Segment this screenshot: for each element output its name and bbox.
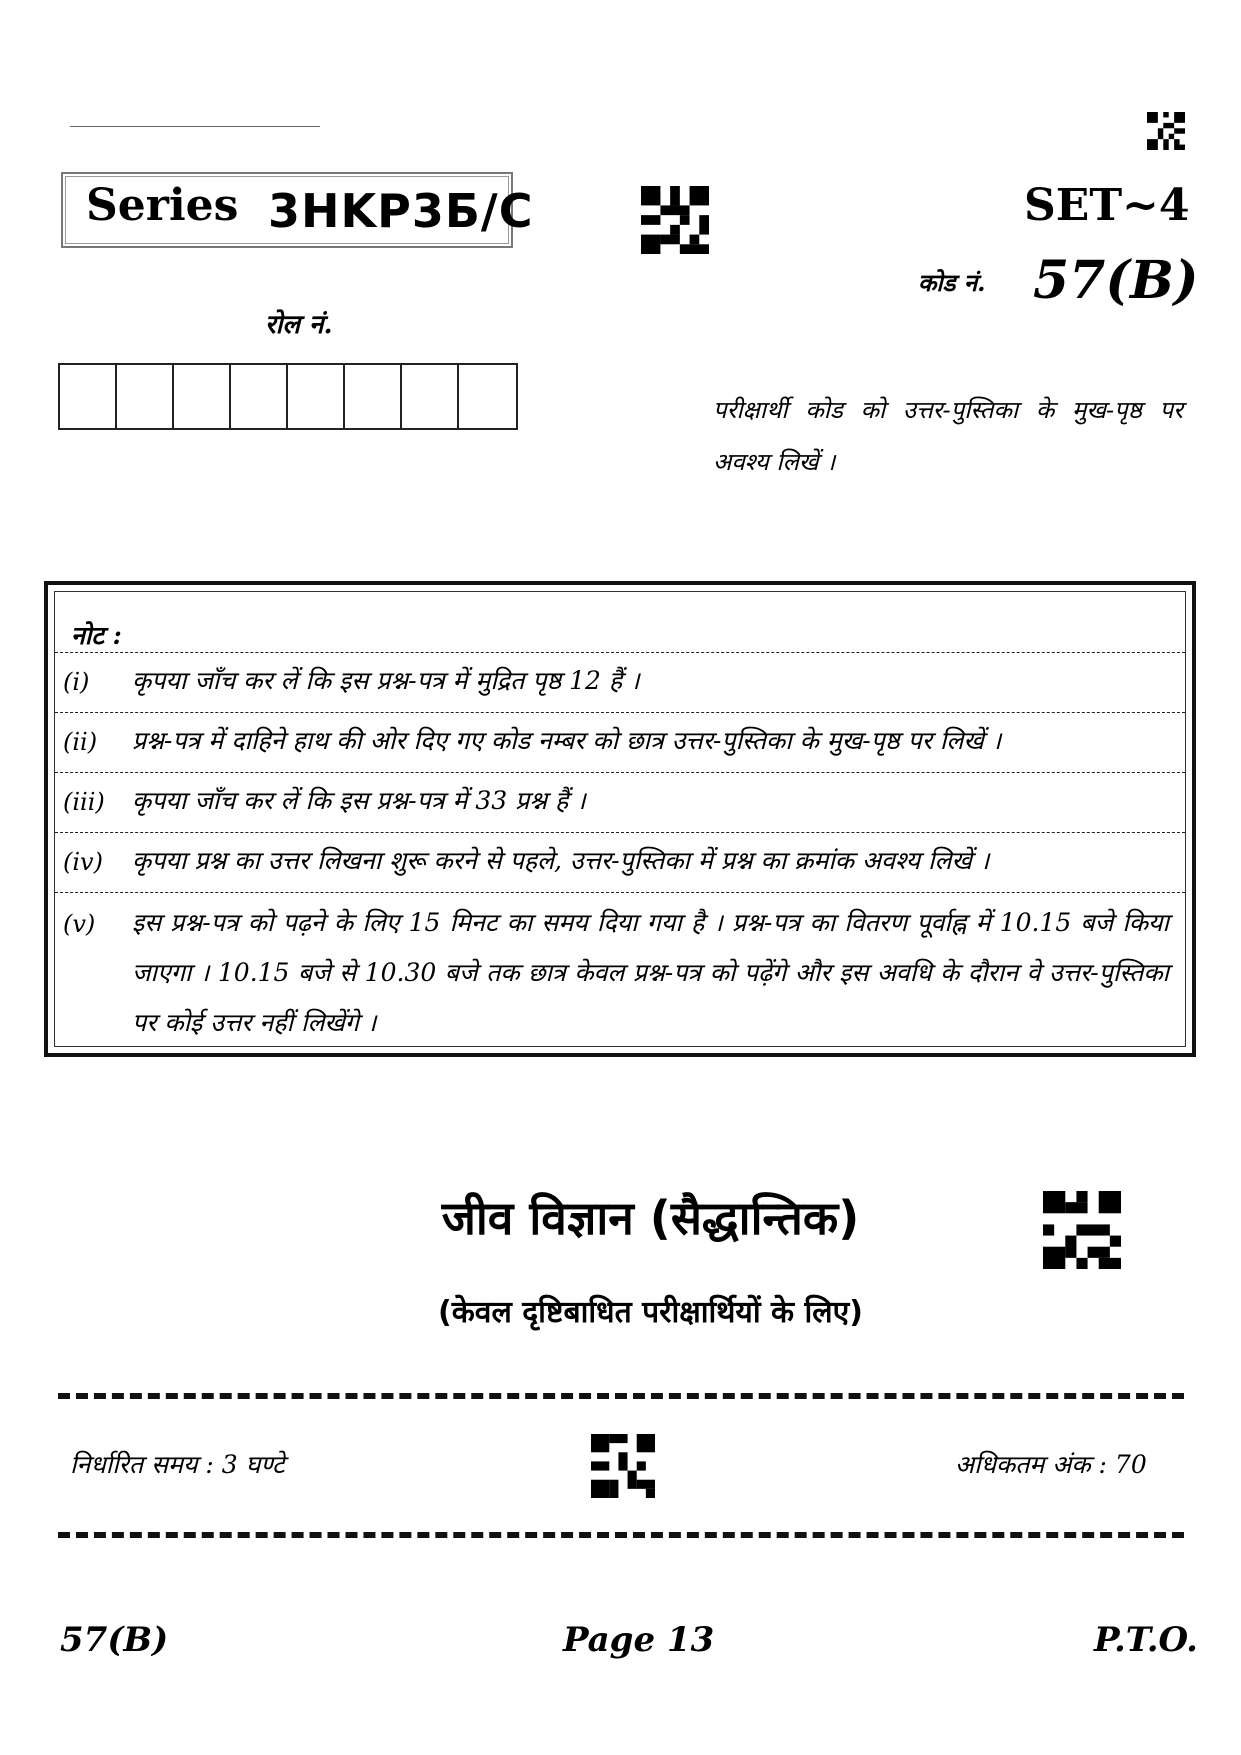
note-item: (ii) प्रश्न-पत्र में दाहिने हाथ की ओर दिए गए कोड नम्बर को छात्र उत्तर-पुस्तिका के मुख-पृष्ठ पर लिखें । [63, 726, 1002, 756]
roll-number-label: रोल नं. [265, 310, 333, 340]
series-code: 3HKP3Б/C [268, 184, 534, 238]
roll-number-box [402, 365, 459, 428]
divider [55, 652, 1185, 653]
code-value: 57(B) [1033, 250, 1199, 311]
pto-label: P.T.O. [1094, 1620, 1198, 1660]
roll-number-boxes [58, 363, 518, 430]
divider [55, 712, 1185, 713]
note-item: (i) कृपया जाँच कर लें कि इस प्रश्न-पत्र में मुद्रित पृष्ठ 12 हैं । [63, 666, 640, 696]
candidate-instruction: परीक्षार्थी कोड को उत्तर-पुस्तिका के मुख-पृष्ठ पर अवश्य लिखें । [713, 396, 1183, 476]
dashed-separator [58, 1532, 1184, 1538]
roll-number-box [174, 365, 231, 428]
top-rule [70, 126, 320, 127]
subject-subtitle: (केवल दृष्टिबाधित परीक्षार्थियों के लिए) [438, 1295, 863, 1330]
divider [55, 892, 1185, 893]
set-label: SET~4 [1024, 180, 1190, 231]
code-label: कोड नं. [918, 268, 986, 297]
qr-code-icon [1147, 112, 1185, 150]
roll-number-box [288, 365, 345, 428]
time-allowed: निर्धारित समय : 3 घण्टे [70, 1450, 285, 1479]
dashed-separator [58, 1393, 1184, 1399]
note-item: (v) इस प्रश्न-पत्र को पढ़ने के लिए 15 मिनट का समय दिया गया है । प्रश्न-पत्र का वितरण पूर्वाह्न में 10.15 बजे किया जाएगा । 10.15 बजे से 10.30 बजे तक छात्र केवल प्रश्न-पत्र को पढ़ेंगे और इस अवधि के दौरान वे उत्तर-पुस्तिका पर कोई उत्तर नहीं लिखेंगे । [63, 908, 1169, 1037]
roll-number-box [345, 365, 402, 428]
notes-box [44, 581, 1196, 1057]
notes-title: नोट : [71, 621, 122, 650]
divider [55, 772, 1185, 773]
qr-code-icon [641, 186, 709, 254]
roll-number-box [117, 365, 174, 428]
maximum-marks: अधिकतम अंक : 70 [955, 1450, 1147, 1479]
roll-number-box [231, 365, 288, 428]
page-number: Page 13 [563, 1620, 715, 1660]
series-label: Series [86, 180, 239, 231]
divider [55, 832, 1185, 833]
roll-number-box [60, 365, 117, 428]
note-item: (iv) कृपया प्रश्न का उत्तर लिखना शुरू करने से पहले, उत्तर-पुस्तिका में प्रश्न का क्रमांक अवश्य लिखें । [63, 846, 990, 876]
subject-title: जीव विज्ञान (सैद्धान्तिक) [441, 1191, 860, 1245]
note-item: (iii) कृपया जाँच कर लें कि इस प्रश्न-पत्र में 33 प्रश्न हैं । [63, 786, 586, 816]
roll-number-box [459, 365, 516, 428]
footer-code: 57(B) [60, 1620, 169, 1660]
qr-code-icon [591, 1434, 655, 1498]
